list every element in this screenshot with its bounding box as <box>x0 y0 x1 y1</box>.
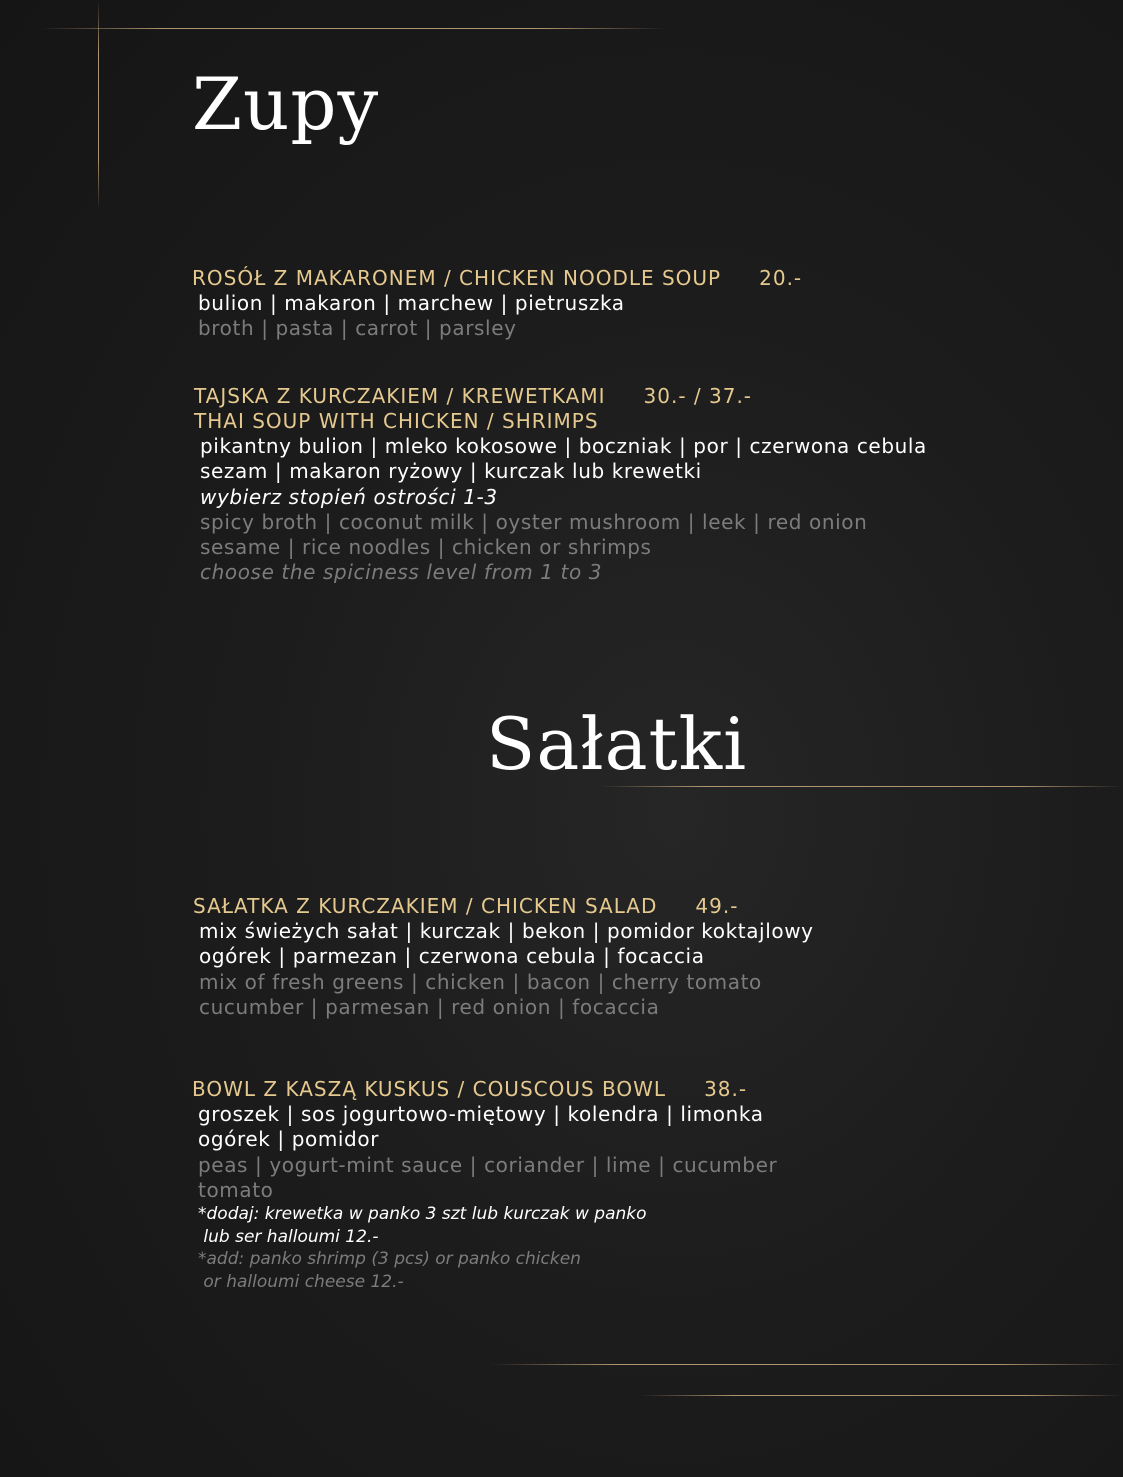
ingredients-en-line-2: tomato <box>198 1177 274 1202</box>
addon-note-en-line-2: or halloumi cheese 12.- <box>198 1271 404 1292</box>
ingredients-en-line-2: sesame | rice noodles | chicken or shrimps <box>200 535 652 560</box>
menu-item-couscous-bowl <box>192 1077 777 1293</box>
ingredients-pl-line-2: ogórek | parmezan | czerwona cebula | focaccia <box>199 944 705 969</box>
item-price: 38.- <box>704 1077 748 1101</box>
item-header <box>194 384 927 409</box>
ingredients-en-line-1: spicy broth | coconut milk | oyster mushroom | leek | red onion <box>200 509 868 534</box>
ingredients-pl-line-1: groszek | sos jogurtowo-miętowy | kolendra | limonka <box>198 1102 764 1126</box>
menu-item-chicken-salad <box>193 894 814 1020</box>
ingredients-pl-line-1: pikantny bulion | mleko kokosowe | boczniak | por | czerwona cebula <box>200 434 927 458</box>
top-vertical-line <box>98 0 99 210</box>
ingredients-en-line-2: cucumber | parmesan | red onion | focaccia <box>199 994 660 1019</box>
item-name-line-2: THAI SOUP WITH CHICKEN / SHRIMPS <box>194 409 599 433</box>
item-header <box>193 894 814 919</box>
spice-note-en: choose the spiciness level from 1 to 3 <box>200 560 603 585</box>
salads-title: Sałatki <box>486 702 748 786</box>
ingredients-pl-line-2: ogórek | pomidor <box>198 1127 380 1152</box>
item-price: 49.- <box>695 894 739 918</box>
ingredients-pl-line-1: mix świeżych sałat | kurczak | bekon | pomidor koktajlowy <box>199 919 814 943</box>
addon-note-pl-line-2: lub ser halloumi 12.- <box>198 1226 379 1247</box>
bottom-divider-line-2 <box>640 1395 1123 1396</box>
ingredients-pl-line-2: sezam | makaron ryżowy | kurczak lub krewetki <box>200 459 702 484</box>
menu-item-thai-soup <box>194 384 927 586</box>
top-divider-line <box>40 28 665 29</box>
item-name: BOWL Z KASZĄ KUSKUS / COUSCOUS BOWL <box>192 1077 667 1101</box>
soups-title: Zupy <box>192 62 380 146</box>
ingredients-en-line-1: mix of fresh greens | chicken | bacon | cherry tomato <box>199 969 762 994</box>
spice-note-pl: wybierz stopień ostrości 1-3 <box>200 484 498 509</box>
ingredients-en: broth | pasta | carrot | parsley <box>198 316 517 341</box>
item-name: TAJSKA Z KURCZAKIEM / KREWETKAMI <box>194 384 606 408</box>
ingredients-pl: bulion | makaron | marchew | pietruszka <box>198 291 625 315</box>
item-name: SAŁATKA Z KURCZAKIEM / CHICKEN SALAD <box>193 894 658 918</box>
item-price: 30.- / 37.- <box>643 384 753 408</box>
ingredients-en-line-1: peas | yogurt-mint sauce | coriander | lime | cucumber <box>198 1152 778 1177</box>
menu-item-chicken-noodle-soup <box>192 266 802 342</box>
bottom-divider-line-1 <box>490 1364 1123 1365</box>
addon-note-pl-line-1: *dodaj: krewetka w panko 3 szt lub kurczak w panko <box>198 1204 647 1225</box>
item-header <box>192 1077 777 1102</box>
item-price: 20.- <box>759 266 803 290</box>
addon-note-en-line-1: *add: panko shrimp (3 pcs) or panko chicken <box>198 1249 581 1270</box>
salads-divider-line <box>600 786 1123 787</box>
item-header <box>192 266 802 291</box>
item-name: ROSÓŁ Z MAKARONEM / CHICKEN NOODLE SOUP <box>192 266 722 290</box>
